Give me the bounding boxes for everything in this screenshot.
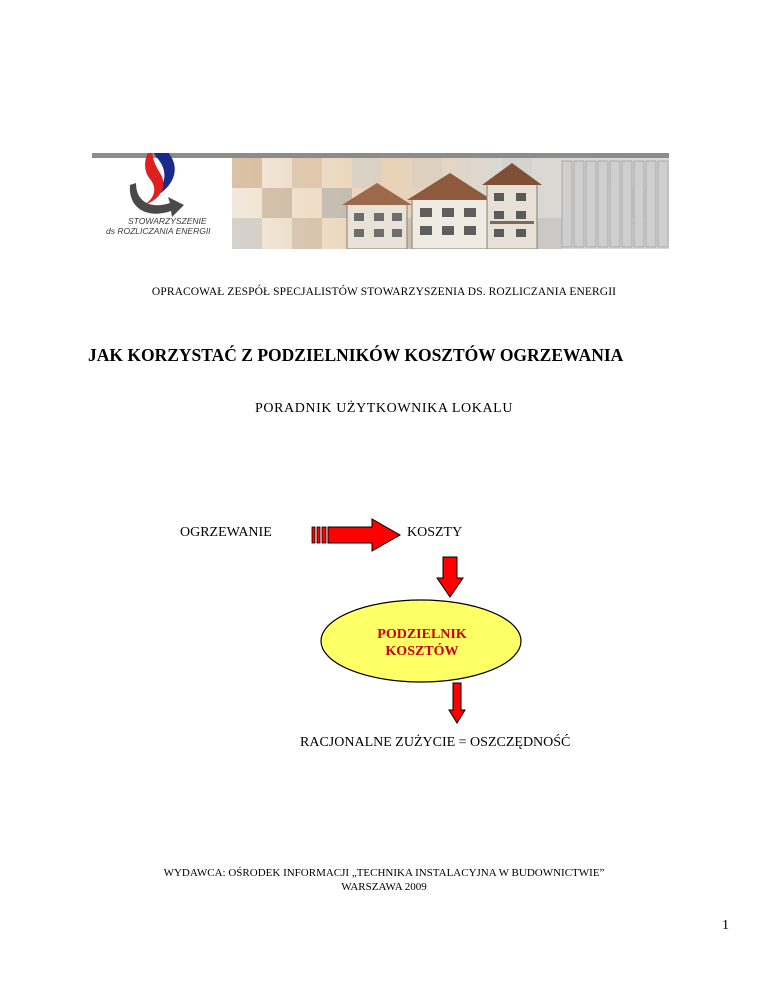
page-number: 1 <box>722 918 729 933</box>
logo-line-2: ds ROZLICZANIA ENERGII <box>106 226 211 236</box>
logo-text <box>106 216 211 236</box>
prepared-by-line: OPRACOWAŁ ZESPÓŁ SPECJALISTÓW STOWARZYSZENIA DS. ROZLICZANIA ENERGII <box>151 286 617 298</box>
allocator-line-1: PODZIELNIK <box>377 627 467 642</box>
logo-line-1: STOWARZYSZENIE <box>128 216 207 226</box>
publisher-block <box>0 866 768 894</box>
publisher-line-1: WYDAWCA: OŚRODEK INFORMACJI „TECHNIKA INSTALACYJNA W BUDOWNICTWIE” <box>163 867 605 879</box>
document-subtitle: PORADNIK UŻYTKOWNIKA LOKALU <box>254 401 514 416</box>
document-title: JAK KORZYSTAĆ Z PODZIELNIKÓW KOSZTÓW OGRZEWANIA <box>88 345 624 365</box>
heating-label: OGRZEWANIE <box>180 525 272 540</box>
costs-label: KOSZTY <box>407 525 463 540</box>
result-label: RACJONALNE ZUŻYCIE = OSZCZĘDNOŚĆ <box>300 735 571 750</box>
cost-allocator-label <box>322 626 522 660</box>
publisher-line-2: WARSZAWA 2009 <box>341 881 427 893</box>
down-arrow-icon <box>436 556 464 598</box>
down-arrow-small-icon <box>448 682 466 724</box>
right-arrow-icon <box>310 517 402 553</box>
allocator-line-2: KOSZTÓW <box>385 644 459 659</box>
